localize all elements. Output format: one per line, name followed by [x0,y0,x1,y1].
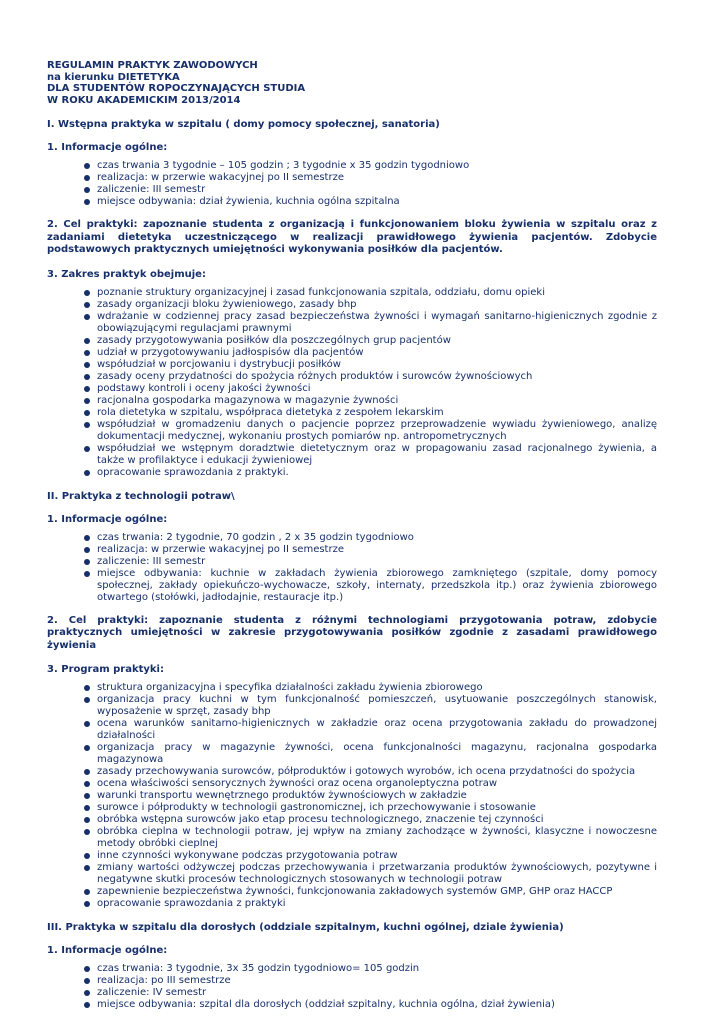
info-heading: 1. Informacje ogólne: [47,945,168,956]
info-list [47,532,657,604]
scope-list [47,682,657,910]
bullet-icon [84,175,90,181]
info-list [47,160,657,208]
info-heading: 1. Informacje ogólne: [47,513,168,525]
list-item: opracowanie sprawozdania z praktyki. [97,467,657,479]
list-item: czas trwania: 2 tygodnie, 70 godzin , 2 x 35 godzin tygodniowo [97,532,657,544]
list-item: współudział we wstępnym doradztwie dietetycznym oraz w propagowaniu zasad racjonalnego żywienia, a także w profilaktyce i edukacji żywieniowej [97,443,657,467]
bullet-icon [84,199,90,205]
bullet-icon [84,901,90,907]
list-item: zmiany wartości odżywczej podczas przechowywania i przetwarzania produktów żywnościowych, pozytywne i negatywne skutki procesów technologicznych stosowanych w technologii potraw [97,862,657,886]
list-item: rola dietetyka w szpitalu, współpraca dietetyka z zespołem lekarskim [97,407,657,419]
bullet-icon [84,362,90,368]
bullet-icon [84,374,90,380]
bullet-icon [84,805,90,811]
bullet-icon [84,163,90,169]
bullet-icon [84,187,90,193]
list-item: organizacja pracy w magazynie żywności, ocena funkcjonalności magazynu, racjonalna gospodarka magazynowa [97,742,657,766]
bullet-icon [84,470,90,476]
bullet-icon [84,829,90,835]
bullet-icon [84,398,90,404]
bullet-icon [84,559,90,565]
list-item: zaliczenie: III semestr [97,556,657,568]
bullet-icon [84,386,90,392]
list-item: realizacja: w przerwie wakacyjnej po II semestrze [97,172,657,184]
list-item: zasady organizacji bloku żywieniowego, zasady bhp [97,299,657,311]
list-item: miejsce odbywania: kuchnie w zakładach żywienia zbiorowego zamkniętego (szpitale, domy pomocy społecznej, zakłady opiekuńczo-wychowacze, szkoły, internaty, przedszkola itp.) oraz żywienia zbiorowego otwartego (stołówki, jadłodajnie, restauracje itp.) [97,568,657,604]
bullet-icon [84,302,90,308]
list-item: miejsce odbywania: dział żywienia, kuchnia ogólna szpitalna [97,196,657,208]
bullet-icon [84,571,90,577]
bullet-icon [84,817,90,823]
bullet-icon [84,422,90,428]
section-heading: II. Praktyka z technologii potraw\ [47,490,235,502]
bullet-icon [84,290,90,296]
title-line: W ROKU AKADEMICKIM 2013/2014 [47,94,241,106]
bullet-icon [84,446,90,452]
list-item: udział w przygotowywaniu jadłospisów dla pacjentów [97,347,657,359]
list-item: zaliczenie: IV semestr [97,987,657,999]
list-item: opracowanie sprawozdania z praktyki [97,898,657,910]
bullet-icon [84,978,90,984]
list-item: zasady przechowywania surowców, półproduktów i gotowych wyrobów, ich ocena przydatności do spożycia [97,766,657,778]
bullet-icon [84,721,90,727]
bullet-icon [84,889,90,895]
list-item: czas trwania: 3 tygodnie, 3x 35 godzin tygodniowo= 105 godzin [97,963,657,975]
list-item: zaliczenie: III semestr [97,184,657,196]
bullet-icon [84,314,90,320]
list-item: zapewnienie bezpieczeństwa żywności, funkcjonowania zakładowych systemów GMP, GHP oraz HACCP [97,886,657,898]
bullet-icon [84,865,90,871]
scope-list [47,287,657,479]
list-item: zasady oceny przydatności do spożycia różnych produktów i surowców żywnościowych [97,371,657,383]
bullet-icon [84,697,90,703]
bullet-icon [84,350,90,356]
goal-paragraph: 2. Cel praktyki: zapoznanie studenta z organizacją i funkcjonowaniem bloku żywienia w szpitalu oraz z zadaniami dietetyka uczestniczącego w realizacji prawidłowego żywienia pacjentów. Zdobycie podstawowych praktycznych umiejętności wykonywania posiłków dla pacjentów. [47,219,657,255]
bullet-icon [84,1002,90,1008]
list-item: realizacja: w przerwie wakacyjnej po II semestrze [97,544,657,556]
list-item: warunki transportu wewnętrznego produktów żywnościowych w zakładzie [97,790,657,802]
bullet-icon [84,338,90,344]
list-item: surowce i półprodukty w technologii gastronomicznej, ich przechowywanie i stosowanie [97,802,657,814]
bullet-icon [84,410,90,416]
list-item: ocena warunków sanitarno-higienicznych w zakładzie oraz ocena przygotowania zakładu do prowadzonej działalności [97,718,657,742]
bullet-icon [84,547,90,553]
list-item: miejsce odbywania: szpital dla dorosłych (oddział szpitalny, kuchnia ogólna, dział żywienia) [97,999,657,1011]
list-item: obróbka cieplna w technologii potraw, jej wpływ na zmiany zachodzące w żywności, klasyczne i nowoczesne metody obróbki cieplnej [97,826,657,850]
list-item: wdrażanie w codziennej pracy zasad bezpieczeństwa żywności i wymagań sanitarno-higienicznych zgodnie z obowiązującymi regulacjami prawnymi [97,311,657,335]
list-item: ocena właściwości sensorycznych żywności oraz ocena organoleptyczna potraw [97,778,657,790]
list-item: poznanie struktury organizacyjnej i zasad funkcjonowania szpitala, oddziału, domu opieki [97,287,657,299]
list-item: organizacja pracy kuchni w tym funkcjonalność pomieszczeń, usytuowanie poszczególnych stanowisk, wyposażenie w sprzęt, zasady bhp [97,694,657,718]
list-item: zasady przygotowywania posiłków dla poszczególnych grup pacjentów [97,335,657,347]
bullet-icon [84,685,90,691]
section-heading: III. Praktyka w szpitalu dla dorosłych (oddziale szpitalnym, kuchni ogólnej, dziale żywienia) [47,922,564,933]
bullet-icon [84,793,90,799]
list-item: współudział w gromadzeniu danych o pacjencie poprzez przeprowadzenie wywiadu żywieniowego, analizę dokumentacji medycznej, wykonaniu prostych pomiarów np. antropometrycznych [97,419,657,443]
title-line: REGULAMIN PRAKTYK ZAWODOWYCH [47,60,258,71]
list-item: czas trwania 3 tygodnie – 105 godzin ; 3 tygodnie x 35 godzin tygodniowo [97,160,657,172]
list-item: racjonalna gospodarka magazynowa w magazynie żywności [97,395,657,407]
bullet-icon [84,853,90,859]
info-heading: 1. Informacje ogólne: [47,142,168,153]
bullet-icon [84,769,90,775]
bullet-icon [84,966,90,972]
goal-paragraph: 2. Cel praktyki: zapoznanie studenta z różnymi technologiami przygotowania potraw, zdobycie praktycznych umiejętności w zakresie przygotowywania posiłków zgodnie z zasadami prawidłowego żywienia [47,614,657,651]
list-item: struktura organizacyjna i specyfika działalności zakładu żywienia zbiorowego [97,682,657,694]
bullet-icon [84,535,90,541]
bullet-icon [84,781,90,787]
title-line: DLA STUDENTÓW ROPOCZYNAJĄCYCH STUDIA [47,83,306,94]
document-page [47,60,657,1011]
list-item: realizacja: po III semestrze [97,975,657,987]
info-list [47,963,657,1011]
list-item: inne czynności wykonywane podczas przygotowania potraw [97,850,657,862]
title-line: na kierunku DIETETYKA [47,71,180,83]
section-heading: I. Wstępna praktyka w szpitalu ( domy pomocy społecznej, sanatoria) [47,119,440,130]
scope-heading: 3. Program praktyki: [47,664,164,675]
list-item: obróbka wstępna surowców jako etap procesu technologicznego, znaczenie tej czynności [97,814,657,826]
bullet-icon [84,990,90,996]
list-item: współudział w porcjowaniu i dystrybucji posiłków [97,359,657,371]
bullet-icon [84,745,90,751]
list-item: podstawy kontroli i oceny jakości żywności [97,383,657,395]
document-title [47,60,657,106]
scope-heading: 3. Zakres praktyk obejmuje: [47,268,206,280]
